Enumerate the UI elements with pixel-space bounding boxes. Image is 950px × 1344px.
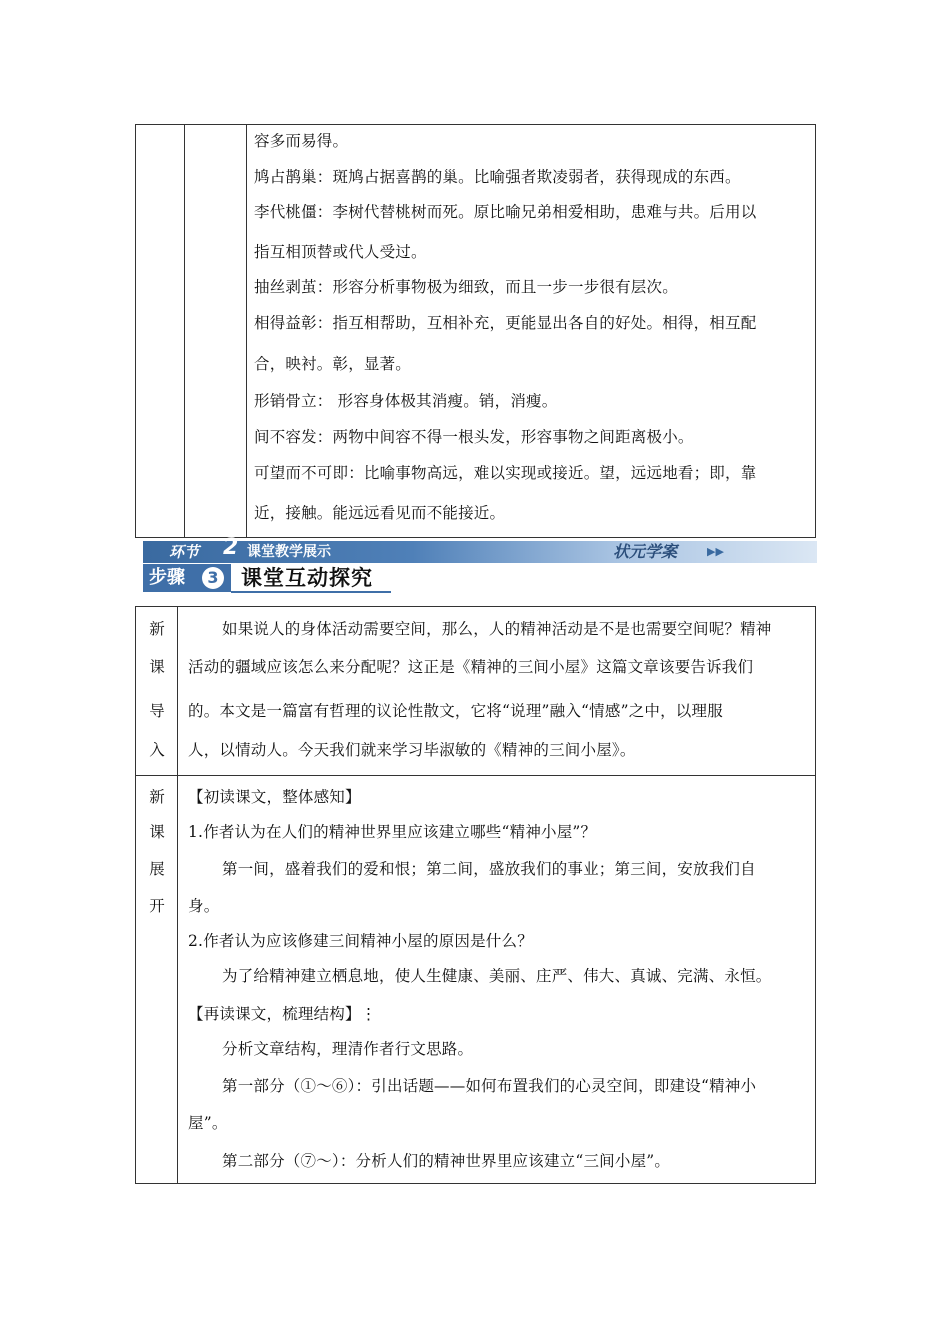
side-char: 课 <box>149 658 165 676</box>
brand-logo: 状元学案 <box>613 542 678 561</box>
side-char: 入 <box>149 741 165 759</box>
idiom-line: 抽丝剥茧：形容分析事物极为细致，而且一步一步很有层次。 <box>254 278 678 296</box>
intro-line: 活动的疆域应该怎么来分配呢？这正是《精神的三间小屋》这篇文章该要告诉我们 <box>188 658 754 676</box>
idiom-table <box>135 124 816 538</box>
develop-line: 第一部分（①～⑥）：引出话题——如何布置我们的心灵空间，即建设“精神小 <box>222 1077 757 1095</box>
idiom-line: 相得益彰：指互相帮助，互相补充，更能显出各自的好处。相得，相互配 <box>254 314 757 332</box>
intro-side-cell <box>136 607 178 775</box>
intro-line: 人，以情动人。今天我们就来学习毕淑敏的《精神的三间小屋》。 <box>188 741 636 759</box>
develop-line: 1.作者认为在人们的精神世界里应该建立哪些“精神小屋”？ <box>188 823 597 841</box>
step-title: 课堂互动探究 <box>241 566 373 590</box>
intro-content <box>188 607 807 775</box>
banner-number: 2 <box>223 535 239 560</box>
develop-line: 屋”。 <box>188 1114 228 1132</box>
side-char: 展 <box>149 860 165 878</box>
lesson-table <box>135 606 816 1184</box>
side-char: 新 <box>149 620 165 638</box>
develop-line: 第一间，盛着我们的爱和恨；第二间，盛放我们的事业；第三间，安放我们自 <box>222 860 756 878</box>
side-char: 课 <box>149 823 165 841</box>
develop-line: 【初读课文，整体感知】 <box>188 788 361 806</box>
idiom-line: 鸠占鹊巢：斑鸠占据喜鹊的巢。比喻强者欺凌弱者，获得现成的东西。 <box>254 168 741 186</box>
idiom-line: 容多而易得。 <box>254 132 349 150</box>
develop-line: 2.作者认为应该修建三间精神小屋的原因是什么？ <box>188 932 533 950</box>
section-banner <box>143 535 817 563</box>
side-char: 新 <box>149 788 165 806</box>
idiom-line: 李代桃僵：李树代替桃树而死。原比喻兄弟相爱相助，患难与共。后用以 <box>254 203 757 221</box>
side-char: 开 <box>149 897 165 915</box>
develop-line: 为了给精神建立栖息地，使人生健康、美丽、庄严、伟大、真诚、完满、永恒。 <box>222 967 772 985</box>
develop-line: 【再读课文，梳理结构】⋮ <box>188 1005 377 1023</box>
idiom-line: 可望而不可即：比喻事物高远，难以实现或接近。望，远远地看；即，靠 <box>254 464 757 482</box>
banner-subtitle: 课堂教学展示 <box>247 544 331 560</box>
idiom-line: 合，映衬。彰，显著。 <box>254 355 412 373</box>
develop-side-cell <box>136 775 178 1183</box>
step-underline <box>231 591 391 593</box>
step-label: 步骤 <box>149 567 185 588</box>
develop-content <box>188 775 807 1183</box>
idiom-line: 近，接触。能远远看见而不能接近。 <box>254 504 506 522</box>
side-char: 导 <box>149 702 165 720</box>
develop-line: 分析文章结构，理清作者行文思路。 <box>222 1040 474 1058</box>
idiom-line: 指互相顶替或代人受过。 <box>254 243 427 261</box>
idiom-line: 形销骨立： 形容身体极其消瘦。销，消瘦。 <box>254 392 558 410</box>
banner-tag: 环节 <box>169 543 200 561</box>
develop-line: 第二部分（⑦～）：分析人们的精神世界里应该建立“三间小屋”。 <box>222 1152 671 1170</box>
idiom-line: 间不容发：两物中间容不得一根头发，形容事物之间距离极小。 <box>254 428 694 446</box>
idiom-table-col-1 <box>136 125 185 537</box>
step-number: 3 <box>202 567 224 589</box>
intro-line: 如果说人的身体活动需要空间，那么，人的精神活动是不是也需要空间呢？精神 <box>222 620 772 638</box>
intro-line: 的。本文是一篇富有哲理的议论性散文，它将“说理”融入“情感”之中，以理服 <box>188 702 723 720</box>
double-arrow-icon: ▶▶ <box>707 545 724 558</box>
idiom-table-col-2 <box>185 125 247 537</box>
develop-line: 身。 <box>188 897 220 915</box>
